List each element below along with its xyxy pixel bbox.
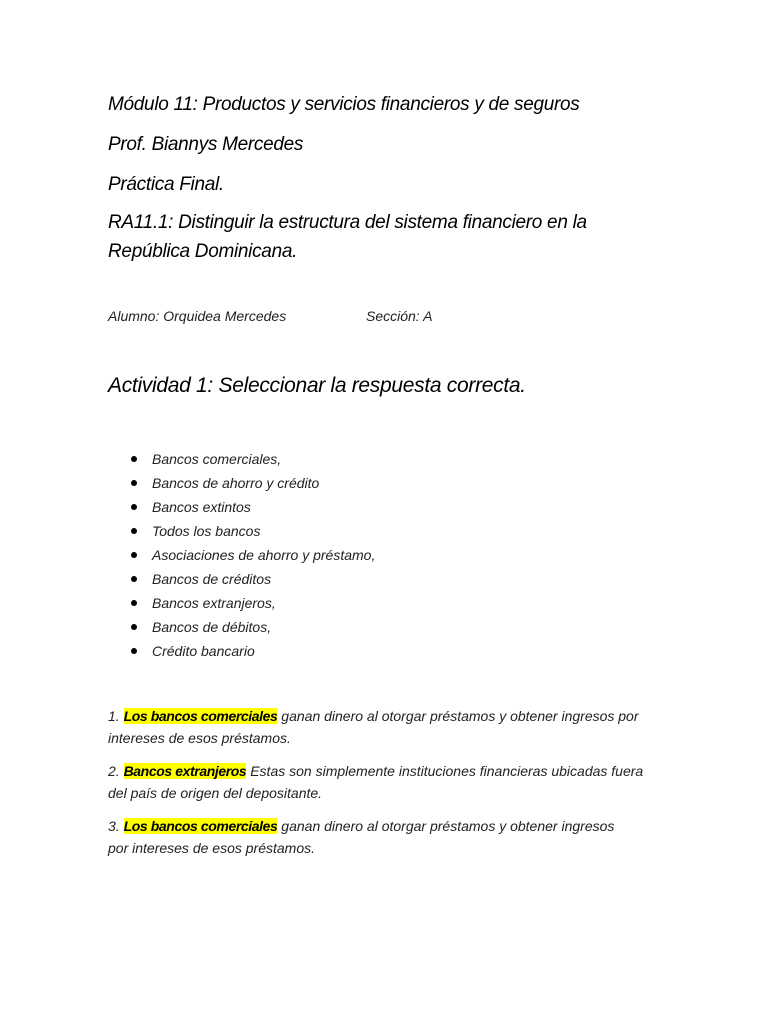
answer-text-line-2: por intereses de esos préstamos.: [108, 840, 315, 856]
list-item: [128, 591, 375, 615]
list-item: [128, 471, 375, 495]
list-item: [128, 519, 375, 543]
bullet-icon: [131, 480, 137, 486]
practice-title: Práctica Final.: [108, 174, 224, 195]
answer-number: 3.: [108, 818, 120, 834]
answer-text-line-2: del país de origen del depositante.: [108, 785, 323, 801]
option-label: Bancos comerciales,: [152, 451, 282, 467]
answer-text-line-1: Estas son simplemente instituciones financieras ubicadas fuera: [250, 763, 644, 779]
bullet-icon: [131, 624, 137, 630]
option-label: Bancos de créditos: [152, 571, 272, 587]
bullet-icon: [131, 552, 137, 558]
answer-highlight: Los bancos comerciales: [123, 818, 278, 834]
answer-2: [108, 760, 668, 804]
option-label: Asociaciones de ahorro y préstamo,: [152, 547, 376, 563]
answer-number: 2.: [108, 763, 120, 779]
answer-text-line-2: intereses de esos préstamos.: [108, 730, 291, 746]
list-item: [128, 447, 375, 471]
learning-outcome-line-1: RA11.1: Distinguir la estructura del sistema financiero en la: [108, 212, 587, 233]
answer-text-line-1: ganan dinero al otorgar préstamos y obtener ingresos: [281, 818, 615, 834]
list-item: [128, 567, 375, 591]
professor-name: Prof. Biannys Mercedes: [108, 134, 304, 155]
list-item: [128, 639, 375, 663]
bullet-icon: [131, 648, 137, 654]
option-label: Bancos de débitos,: [152, 619, 272, 635]
answer-highlight: Los bancos comerciales: [123, 708, 278, 724]
bullet-icon: [131, 456, 137, 462]
learning-outcome-line-2: República Dominicana.: [108, 241, 298, 262]
student-section: Sección: A: [366, 308, 433, 324]
answer-number: 1.: [108, 708, 120, 724]
bullet-icon: [131, 504, 137, 510]
answer-highlight: Bancos extranjeros: [123, 763, 247, 779]
option-label: Bancos extranjeros,: [152, 595, 276, 611]
list-item: [128, 615, 375, 639]
options-list: [128, 447, 375, 663]
bullet-icon: [131, 528, 137, 534]
module-title: Módulo 11: Productos y servicios financieros y de seguros: [108, 94, 580, 115]
list-item: [128, 543, 375, 567]
list-item: [128, 495, 375, 519]
option-label: Todos los bancos: [152, 523, 261, 539]
answer-text-line-1: ganan dinero al otorgar préstamos y obtener ingresos por: [281, 708, 639, 724]
option-label: Bancos de ahorro y crédito: [152, 475, 320, 491]
option-label: Crédito bancario: [152, 643, 255, 659]
answer-3: [108, 815, 668, 859]
student-name: Alumno: Orquidea Mercedes: [108, 308, 287, 324]
bullet-icon: [131, 600, 137, 606]
bullet-icon: [131, 576, 137, 582]
activity-title: Actividad 1: Seleccionar la respuesta correcta.: [108, 374, 526, 397]
answer-1: [108, 705, 668, 749]
option-label: Bancos extintos: [152, 499, 251, 515]
